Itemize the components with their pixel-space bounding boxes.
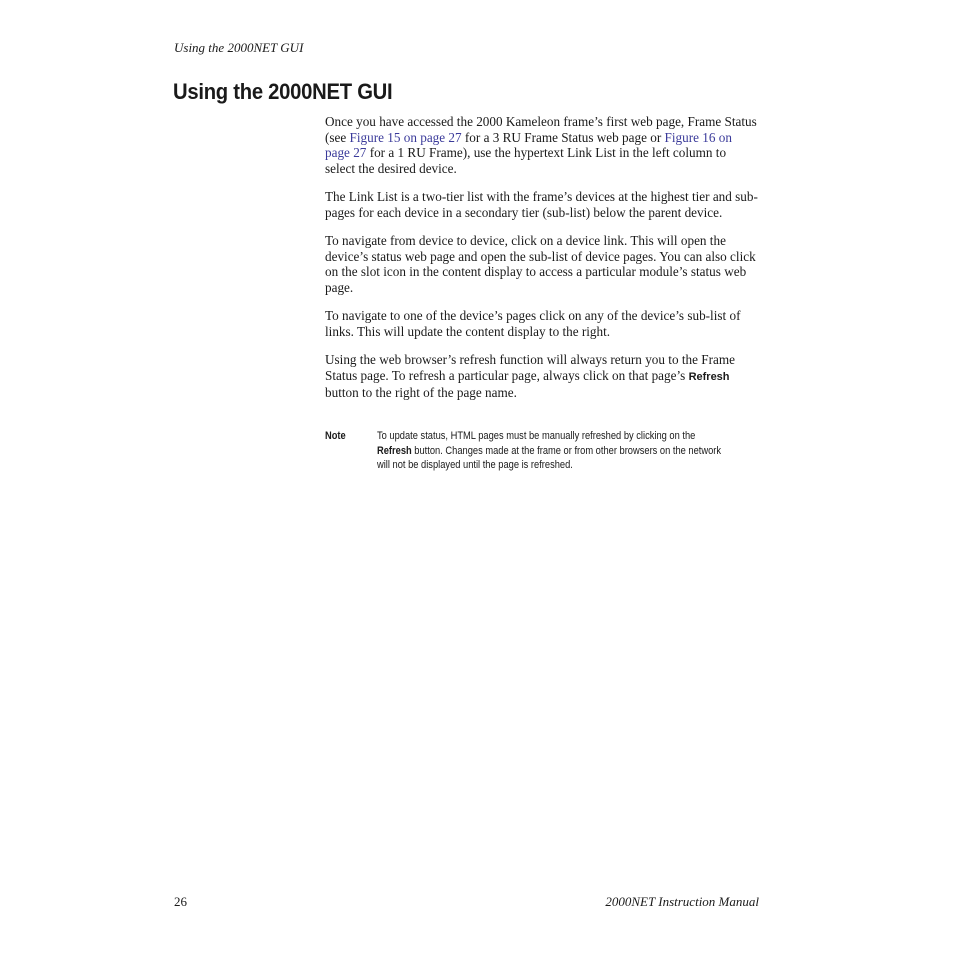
note-text — [377, 429, 729, 473]
paragraph-intro-text-a: Once you have accessed the 2000 Kameleon frame’s first web page, Frame Status (see — [325, 114, 757, 145]
note-label: Note — [325, 430, 346, 442]
running-header: Using the 2000NET GUI — [174, 40, 304, 55]
figure-15-link[interactable]: Figure 15 on page 27 — [349, 129, 462, 145]
paragraph-navigate-devices: To navigate from device to device, click on a device link. This will open the device’s status web page and open the sub-list of device pages. You can also click on the slot icon in the content display to access a particular module’s status web page. — [325, 233, 756, 296]
figure-16-link[interactable]: Figure 16 on page 27 — [325, 129, 732, 161]
paragraph-intro-text-b: for a 3 RU Frame Status web page or — [461, 129, 665, 145]
paragraph-refresh-text-a: Using the web browser’s refresh function will always return you to the Frame Status page. To refresh a particular page, always click on that page’s — [325, 352, 735, 383]
section-title: Using the 2000NET GUI — [173, 79, 393, 104]
paragraph-navigate-pages: To navigate to one of the device’s pages click on any of the device’s sub-list of links. This will update the content display to the right. — [325, 308, 741, 339]
note-text-a: To update status, HTML pages must be manually refreshed by clicking on the — [377, 430, 696, 442]
body-text — [325, 114, 759, 414]
paragraph-intro-text-c: for a 1 RU Frame), use the hypertext Link List in the left column to select the desired device. — [325, 145, 727, 177]
paragraph-link-list: The Link List is a two-tier list with the frame’s devices at the highest tier and sub-pages for each device in a secondary tier (sub-list) below the parent device. — [325, 189, 758, 220]
paragraph-intro — [325, 114, 759, 177]
note-refresh-term: Refresh — [377, 444, 412, 457]
note-text-b: button. Changes made at the frame or from other browsers on the network will not be displayed until the page is refreshed. — [377, 444, 722, 472]
page-number: 26 — [174, 894, 187, 909]
paragraph-refresh — [325, 352, 759, 401]
footer-manual-title: 2000NET Instruction Manual — [605, 894, 759, 909]
refresh-term: Refresh — [688, 370, 730, 383]
paragraph-refresh-text-b: button to the right of the page name. — [325, 385, 517, 401]
